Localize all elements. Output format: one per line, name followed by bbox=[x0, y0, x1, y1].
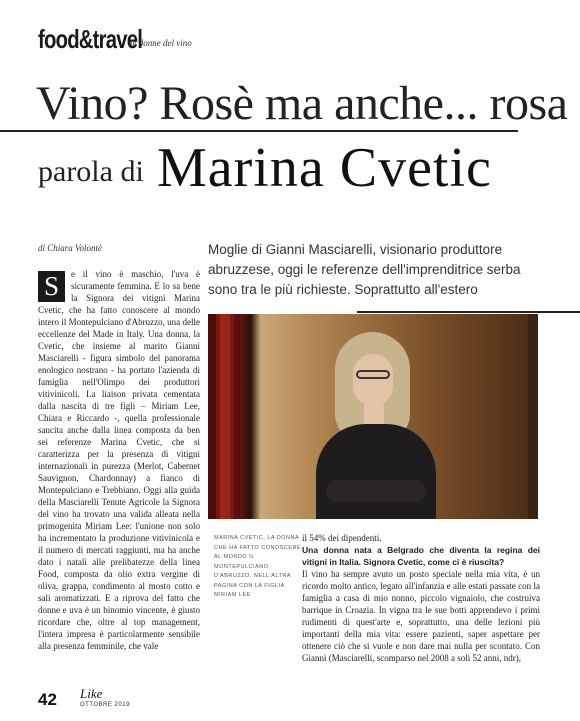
article-column-1 bbox=[38, 268, 200, 652]
article-column-1-text: e il vino è maschio, l'uva è sicuramente femmina. E lo sa bene la Signora dei vitigni Marina Cvetic, che ha fatto conoscere al mondo intero il Montepulciano d'Abruzzo, una delle eccellenze del Made in Italy. Una donna, la Cvetic, che insieme al marito Gianni Masciarelli - figura simbolo del panorama enologico nostrano - ha portato l'azienda di famiglia nell'Olimpo dei produttori vitivinicoli. La liaison privata cementata dalla nascita di tre figli – Miriam Lee, Chiara e Riccardo -, quella professionale sancita anche dalla linea composta da ben sei referenze Marina Cvetic, che si caratterizza per la presenza di vitigni internazionali in purezza (Merlot, Cabernet Sauvignon, Chardonnay) a fianco di Montepulciano e Trebbiano. Oggi alla guida della Masciarelli Tenute Agricole la Signora del vino ha trovato una valida alleata nella primogenita Miriam Lee: l'unione non solo ha incrementato la produzione vitivinicola e il numero di mercati raggiunti, ma ha anche dato i natali alle prelibatezze della linea Food, composta da olio extra vergine di oliva, grappa, condimento al mosto cotto e sali aromatizzati. E a riprova del fatto che donne e uva è un binomio vincente, è giusto ricordare che, oltre al top management, l'intera impresa è particolarmente sensibile alla presenza femminile, che vale bbox=[38, 269, 200, 651]
article-column-3 bbox=[302, 532, 540, 664]
headline-rule bbox=[0, 130, 518, 132]
drop-cap: S bbox=[38, 271, 65, 302]
intro-standfirst: Moglie di Gianni Masciarelli, visionario produttore abruzzese, oggi le referenze dell'imprenditrice serba sono tra le più richieste. Soprattutto all'estero bbox=[208, 242, 521, 297]
page-number: 42 bbox=[38, 690, 57, 709]
intro-rule bbox=[357, 311, 580, 313]
portrait-body bbox=[316, 424, 436, 519]
curtain-fold bbox=[208, 314, 216, 519]
byline: di Chiara Volontè bbox=[38, 243, 103, 253]
interview-answer: Il vino ha sempre avuto un posto speciale nella mia vita, è un ricordo molto antico, legato all'infanzia e alle estati passate con la famiglia a casa di mio nonno, piccolo vignaiolo, che costruiva barrique in Croazia. In vigna tra le sue botti apprendevo i primi rudimenti di quest'arte e, soprattutto, una delle lezioni più importanti della mia vita: essere pazienti, saper aspettare per ottenere ciò che si vuole e non dare mai nulla per scontato. Con Gianni (Masciarelli, scomparso nel 2008 a soli 52 anni, ndr), bbox=[302, 569, 540, 663]
portrait-glasses bbox=[356, 370, 390, 379]
masthead-section: le donne del vino bbox=[130, 38, 192, 48]
wood-panel bbox=[528, 314, 538, 519]
interview-question: Una donna nata a Belgrado che diventa la regina dei vitigni in Italia. Signora Cvetic, come ci è riuscita? bbox=[302, 545, 540, 567]
portrait-arms bbox=[326, 480, 426, 502]
headline-line-1: Vino? Rosè ma anche... rosa bbox=[36, 77, 568, 130]
article-lead-in: il 54% dei dipendenti. bbox=[302, 533, 382, 543]
headline-name: Marina Cvetic bbox=[157, 137, 492, 199]
curtain-fold bbox=[234, 314, 240, 519]
headline-prefix: parola di bbox=[38, 155, 144, 188]
issue-date: OTTOBRE 2019 bbox=[80, 702, 130, 708]
portrait-face bbox=[353, 354, 393, 406]
masthead-brand: food&travel bbox=[38, 24, 143, 54]
magazine-logo: Like bbox=[80, 686, 103, 701]
curtain-fold bbox=[220, 314, 230, 519]
portrait-photo bbox=[208, 314, 538, 519]
photo-caption: MARINA CVETIC, LA DONNA CHE HA FATTO CONOSCERE AL MONDO IL MONTEPULCIANO D'ABRUZZO. NELL'ALTRA PAGINA CON LA FIGLIA MIRIAM LEE bbox=[214, 535, 302, 598]
